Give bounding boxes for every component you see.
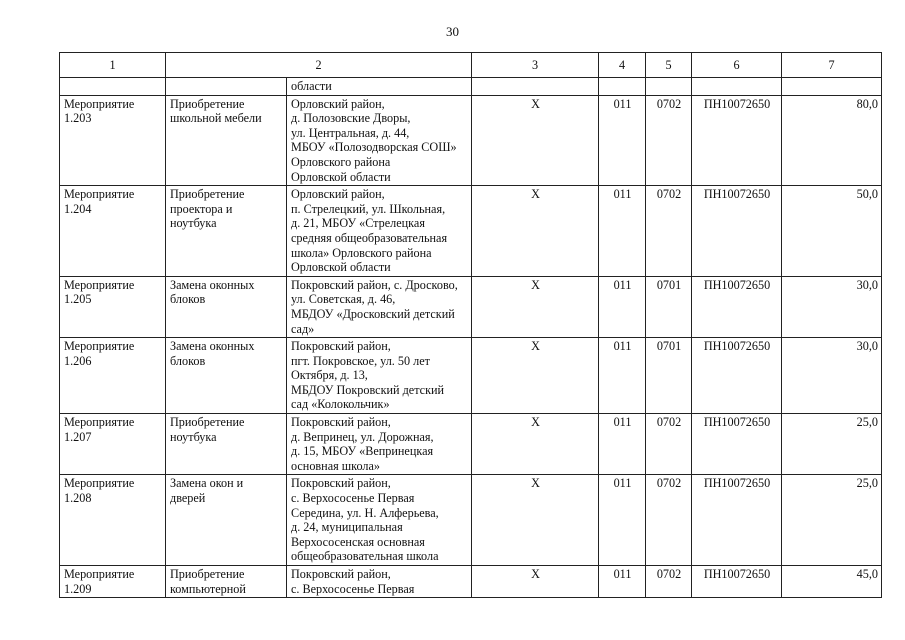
location-cell-line: сад «Колокольчик» xyxy=(291,397,390,412)
location-cell-line: МБДОУ «Дросковский детский xyxy=(291,306,455,321)
code-cell: 011 xyxy=(599,475,646,566)
marker-cell: Х xyxy=(472,414,599,475)
action-cell-line: школьной мебели xyxy=(170,111,262,126)
event-cell-line: 1.204 xyxy=(64,201,92,216)
table-row xyxy=(60,95,882,186)
action-cell-line: Замена оконных xyxy=(170,277,255,292)
location-cell-line: Покровский район, xyxy=(291,476,391,491)
action-cell-line: проектора и xyxy=(170,201,233,216)
event-cell-line: 1.203 xyxy=(64,111,92,126)
event-cell-line: Мероприятие xyxy=(64,415,135,430)
code-cell: 011 xyxy=(599,276,646,337)
event-cell xyxy=(60,338,166,414)
location-cell-line: Верхососенская основная xyxy=(291,534,425,549)
event-cell xyxy=(60,566,166,598)
location-cell xyxy=(287,276,472,337)
marker-cell: Х xyxy=(472,276,599,337)
event-cell-line: Мероприятие xyxy=(64,187,135,202)
section-cell: 0702 xyxy=(646,186,692,277)
location-cell-line: д. 24, муниципальная xyxy=(291,520,403,535)
amount-cell: 80,0 xyxy=(782,95,882,186)
location-cell-line: с. Верхососенье Первая xyxy=(291,581,415,596)
location-cell xyxy=(287,414,472,475)
column-header-2: 2 xyxy=(166,53,472,78)
location-cell-line: Орловский район, xyxy=(291,96,385,111)
location-cell-line: основная школа» xyxy=(291,458,380,473)
action-cell-line: Приобретение xyxy=(170,567,245,581)
section-cell: 0701 xyxy=(646,338,692,414)
location-cell-line: Октября, д. 13, xyxy=(291,368,368,383)
location-cell-line: с. Верхососенье Первая xyxy=(291,491,415,506)
event-cell-line: 1.206 xyxy=(64,353,92,368)
location-cell-line: ул. Советская, д. 46, xyxy=(291,292,396,307)
table-header-row xyxy=(60,53,882,78)
location-cell-line: пгт. Покровское, ул. 50 лет xyxy=(291,353,430,368)
event-cell xyxy=(60,186,166,277)
action-cell-line: Замена окон и xyxy=(170,476,244,491)
code-cell: 011 xyxy=(599,186,646,277)
amount-cell: 30,0 xyxy=(782,276,882,337)
column-header-6: 6 xyxy=(692,53,782,78)
target-article-cell: ПН10072650 xyxy=(692,566,782,598)
page-number: 30 xyxy=(446,24,459,39)
location-cell-line: общеобразовательная школа xyxy=(291,549,439,564)
marker-cell: Х xyxy=(472,475,599,566)
target-article-cell: ПН10072650 xyxy=(692,276,782,337)
location-cell-line: д. Вепринец, ул. Дорожная, xyxy=(291,429,434,444)
action-cell-line: Замена оконных xyxy=(170,339,255,354)
table-row xyxy=(60,338,882,414)
event-cell-line: 1.207 xyxy=(64,429,92,444)
activities-table xyxy=(59,52,882,598)
code-cell: 011 xyxy=(599,414,646,475)
marker-cell: Х xyxy=(472,186,599,277)
location-cell-line: д. Полозовские Дворы, xyxy=(291,111,411,126)
continuation-text: области xyxy=(287,78,472,96)
code-cell: 011 xyxy=(599,338,646,414)
location-cell-line: средняя общеобразовательная xyxy=(291,230,448,245)
event-cell-line: Мероприятие xyxy=(64,476,135,491)
table-row xyxy=(60,276,882,337)
action-cell xyxy=(166,475,287,566)
marker-cell: Х xyxy=(472,566,599,598)
location-cell xyxy=(287,95,472,186)
column-header-3: 3 xyxy=(472,53,599,78)
action-cell xyxy=(166,186,287,277)
column-header-5: 5 xyxy=(646,53,692,78)
action-cell-line: Приобретение xyxy=(170,415,245,430)
event-cell-line: Мероприятие xyxy=(64,567,135,581)
location-cell-line: сад» xyxy=(291,321,315,336)
target-article-cell: ПН10072650 xyxy=(692,338,782,414)
location-cell-line: Середина, ул. Н. Алферьева, xyxy=(291,505,439,520)
location-cell xyxy=(287,186,472,277)
action-cell xyxy=(166,414,287,475)
location-cell-line: школа» Орловского района xyxy=(291,245,432,260)
location-cell-line: д. 15, МБОУ «Вепринецкая xyxy=(291,444,434,459)
action-cell-line: Приобретение xyxy=(170,96,245,111)
amount-cell: 30,0 xyxy=(782,338,882,414)
table-row xyxy=(60,475,882,566)
location-cell xyxy=(287,475,472,566)
event-cell-line: Мероприятие xyxy=(64,96,135,111)
column-header-4: 4 xyxy=(599,53,646,78)
action-cell xyxy=(166,566,287,598)
location-cell-line: ул. Центральная, д. 44, xyxy=(291,125,410,140)
action-cell-line: блоков xyxy=(170,353,206,368)
location-cell-line: Покровский район, xyxy=(291,415,391,430)
action-cell xyxy=(166,95,287,186)
section-cell: 0702 xyxy=(646,475,692,566)
event-cell xyxy=(60,475,166,566)
location-cell-line: Орловской области xyxy=(291,169,391,184)
table-row xyxy=(60,566,882,598)
event-cell-line: Мероприятие xyxy=(64,277,135,292)
column-header-1: 1 xyxy=(60,53,166,78)
code-cell: 011 xyxy=(599,95,646,186)
section-cell: 0702 xyxy=(646,566,692,598)
amount-cell: 45,0 xyxy=(782,566,882,598)
location-cell-line: д. 21, МБОУ «Стрелецкая xyxy=(291,216,425,231)
location-cell xyxy=(287,338,472,414)
target-article-cell: ПН10072650 xyxy=(692,475,782,566)
target-article-cell: ПН10072650 xyxy=(692,414,782,475)
event-cell xyxy=(60,276,166,337)
location-cell-line: Орловской области xyxy=(291,260,391,275)
amount-cell: 50,0 xyxy=(782,186,882,277)
location-cell-line: МБДОУ Покровский детский xyxy=(291,382,445,397)
section-cell: 0702 xyxy=(646,414,692,475)
action-cell-line: дверей xyxy=(170,491,206,506)
target-article-cell: ПН10072650 xyxy=(692,95,782,186)
amount-cell: 25,0 xyxy=(782,475,882,566)
action-cell-line: ноутбука xyxy=(170,429,217,444)
action-cell xyxy=(166,338,287,414)
action-cell xyxy=(166,276,287,337)
action-cell-line: компьютерной xyxy=(170,581,246,596)
table-row xyxy=(60,414,882,475)
action-cell-line: Приобретение xyxy=(170,187,245,202)
marker-cell: Х xyxy=(472,338,599,414)
event-cell-line: Мероприятие xyxy=(64,339,135,354)
event-cell-line: 1.205 xyxy=(64,292,92,307)
event-cell-line: 1.209 xyxy=(64,581,92,596)
marker-cell: Х xyxy=(472,95,599,186)
column-header-7: 7 xyxy=(782,53,882,78)
location-cell-line: Покровский район, с. Дросково, xyxy=(291,277,458,292)
continuation-row xyxy=(60,78,882,96)
location-cell xyxy=(287,566,472,598)
location-cell-line: МБОУ «Полозодворская СОШ» xyxy=(291,140,457,155)
amount-cell: 25,0 xyxy=(782,414,882,475)
location-cell-line: п. Стрелецкий, ул. Школьная, xyxy=(291,201,446,216)
section-cell: 0702 xyxy=(646,95,692,186)
location-cell-line: Покровский район, xyxy=(291,339,391,354)
event-cell xyxy=(60,414,166,475)
action-cell-line: блоков xyxy=(170,292,206,307)
section-cell: 0701 xyxy=(646,276,692,337)
event-cell-line: 1.208 xyxy=(64,491,92,506)
table-row xyxy=(60,186,882,277)
event-cell xyxy=(60,95,166,186)
location-cell-line: Покровский район, xyxy=(291,567,391,581)
target-article-cell: ПН10072650 xyxy=(692,186,782,277)
location-cell-line: Орловский район, xyxy=(291,187,385,202)
code-cell: 011 xyxy=(599,566,646,598)
action-cell-line: ноутбука xyxy=(170,216,217,231)
location-cell-line: Орловского района xyxy=(291,154,391,169)
